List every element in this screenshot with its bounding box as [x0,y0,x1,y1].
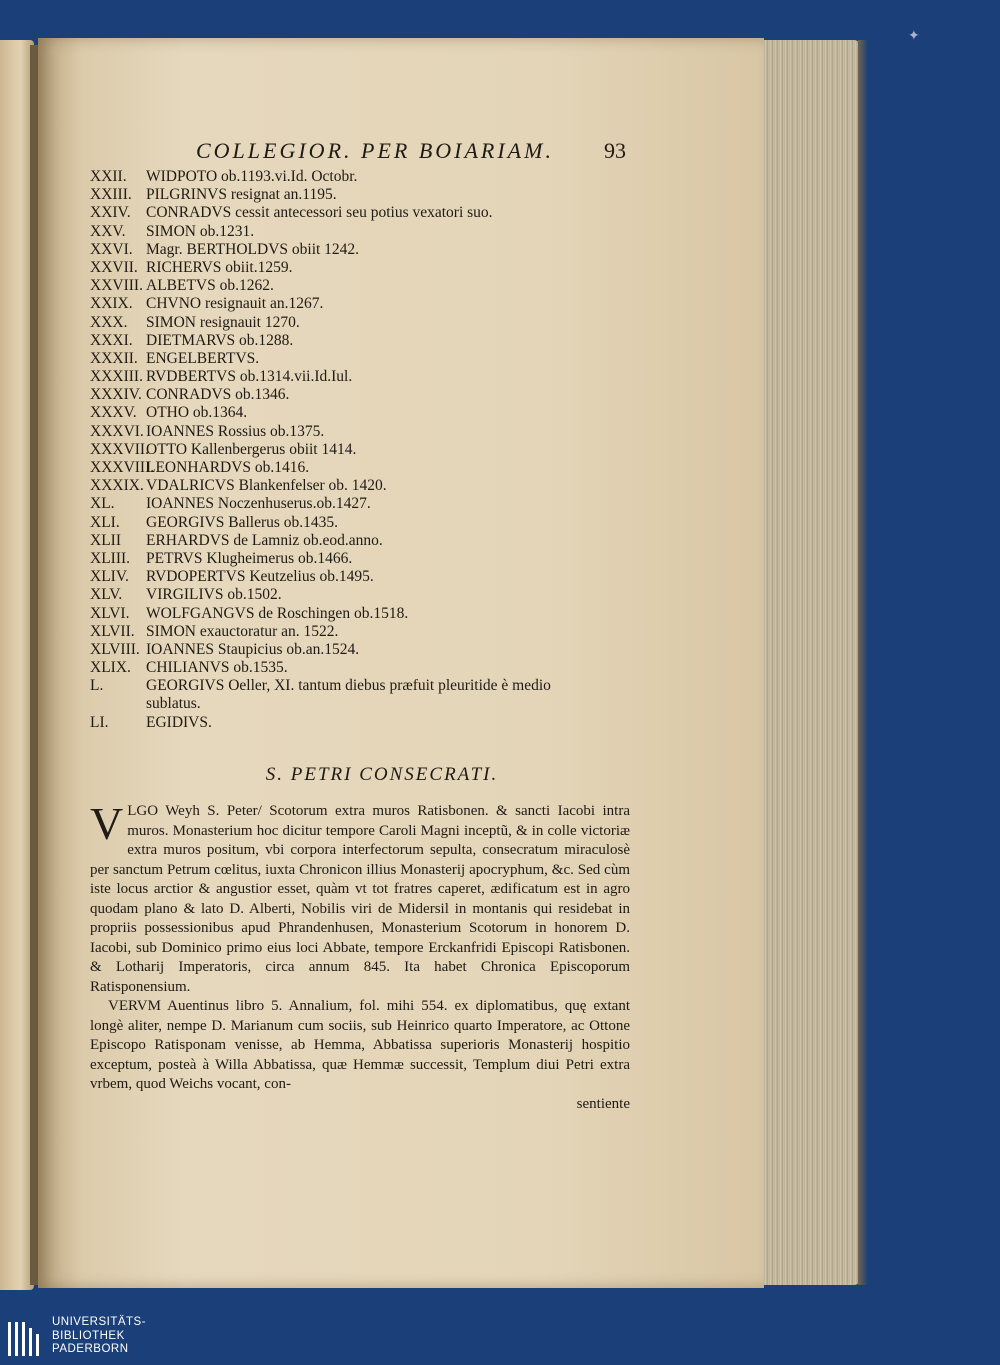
running-title: COLLEGIOR. PER BOIARIAM. [196,138,554,163]
list-item-number: XXIII. [90,186,132,204]
list-item [90,495,635,513]
list-item [90,550,635,568]
gutter [30,45,38,1285]
list-item [90,277,635,295]
list-item-number: LI. [90,713,109,731]
list-item-number: XLII [90,531,121,549]
list-item [90,241,635,259]
list-item-number: XLVIII. [90,640,140,658]
list-item-text: IOANNES Noczenhuserus.ob.1427. [146,495,371,513]
list-item [90,586,635,604]
list-item [90,695,635,713]
list-item [90,532,635,550]
list-item-number: XXIV. [90,204,131,222]
list-item-text: GEORGIVS Oeller, XI. tantum diebus præfuit pleuritide è medio [146,677,551,695]
list-item-text: IOANNES Rossius ob.1375. [146,422,325,440]
list-item-number: XXVI. [90,240,133,258]
list-item [90,441,635,459]
list-item [90,314,635,332]
list-item-number: XXII. [90,168,127,185]
list-item [90,332,635,350]
left-page [0,40,34,1290]
list-item-number: L. [90,677,104,695]
list-item [90,186,635,204]
fore-edge-shadow [858,40,868,1285]
list-item-number: XXIX. [90,295,133,313]
list-item-text: ALBETVS ob.1262. [146,277,274,295]
list-item-text: WOLFGANGVS de Roschingen ob.1518. [146,604,409,622]
list-item-text: SIMON resignauit 1270. [146,313,300,331]
list-item [90,368,635,386]
list-item [90,514,635,532]
list-item [90,386,635,404]
list-item-number: XLVII. [90,622,135,640]
section-title: S. PETRI CONSECRATI. [265,764,499,785]
list-item-text: CHVNO resignauit an.1267. [146,295,324,313]
list-item-text: RVDOPERTVS Keutzelius ob.1495. [146,568,374,586]
list-item [90,677,635,695]
body-text [90,798,630,1114]
logo-line-2: BIBLIOTHEK [52,1329,125,1342]
list-item-text: SIMON exauctoratur an. 1522. [146,622,339,640]
list-item [90,259,635,277]
list-item [90,641,635,659]
list-item-text: ENGELBERTVS. [146,349,260,367]
list-item-number: XLIX. [90,659,131,677]
list-item-number: XXXI. [90,331,133,349]
list-item [90,204,635,222]
list-item-number: XXXIV. [90,386,142,404]
library-logo-icon [6,1318,42,1360]
list-item-text: CONRADVS cessit antecessori seu potius vexatori suo. [146,204,493,222]
list-item-text: WIDPOTO ob.1193.vi.Id. Octobr. [146,168,358,185]
list-item-text: PETRVS Klugheimerus ob.1466. [146,549,353,567]
library-footer [0,1314,1000,1365]
list-item-number: XXVII. [90,258,138,276]
list-item-text: ERHARDVS de Lamniz ob.eod.anno. [146,531,383,549]
list-item-number: XXXVI. [90,422,144,440]
list-item-text: OTTO Kallenbergerus obiit 1414. [146,440,357,458]
list-item-text: Magr. BERTHOLDVS obiit 1242. [146,240,360,258]
page-fore-edge [764,40,860,1285]
list-item-number: XLV. [90,586,123,604]
list-item-text: SIMON ob.1231. [146,222,255,240]
list-item [90,568,635,586]
list-item-text: LEONHARDVS ob.1416. [146,459,310,476]
list-item-number: XXXII. [90,349,138,367]
list-item-text: CHILIANVS ob.1535. [146,659,288,677]
list-item-number: XL. [90,495,115,513]
list-item-number: XLI. [90,513,120,531]
list-item [90,714,635,732]
drop-initial: V [90,798,124,849]
list-item-text: RICHERVS obiit.1259. [146,258,293,276]
list-item [90,295,635,313]
sparkle-icon: ✦ [908,28,920,44]
list-item-number: XXX. [90,313,128,331]
list-item-number: XXXIX. [90,477,144,495]
list-item-number: XXXVII. [90,440,149,458]
list-item-text: EGIDIVS. [146,713,212,731]
logo-line-1: UNIVERSITÄTS- [52,1316,147,1328]
library-logo-text [52,1316,146,1357]
list-item-number [90,695,146,713]
list-item-number: XLIV. [90,568,129,586]
catchword: sentiente [576,1095,630,1112]
paragraph-2: VERVM Auentinus libro 5. Annalium, fol. mihi 554. ex diplomatibus, quę extant longè aliter, nempe D. Marianum cum sociis, sub Heinrico quarto Imperatore, ac Ottone Episcopo Ratisponam venisse, ab Hemma, Abbatissa superioris Monasterij hospitio exceptum, posteà à Willa Abbatissa, quæ Hemmæ successit, Templum diui Petri extra vrbem, quod Weichs vocant, con- [90,998,630,1092]
list-item-number: XXXVIII. [90,459,155,476]
list-item-text: DIETMARVS ob.1288. [146,331,294,349]
list-item [90,223,635,241]
list-item-text: VDALRICVS Blankenfelser ob. 1420. [146,477,387,495]
list-item-text: VIRGILIVS ob.1502. [146,586,282,604]
list-item-text: sublatus. [146,695,201,713]
logo-line-3: PADERBORN [52,1343,129,1355]
list-item-number: XLIII. [90,549,131,567]
list-item-text: GEORGIVS Ballerus ob.1435. [146,513,339,531]
list-item-number: XXVIII. [90,277,143,295]
list-item-number: XLVI. [90,604,130,622]
list-item-number: XXV. [90,222,126,240]
list-item [90,404,635,422]
list-item-number: XXXV. [90,404,137,422]
list-item-number: XXXIII. [90,368,143,386]
list-item [90,168,635,186]
list-item [90,659,635,677]
list-item [90,459,635,477]
page-number: 93 [604,138,626,163]
list-item [90,423,635,441]
list-item [90,350,635,368]
list-item-text: IOANNES Staupicius ob.an.1524. [146,640,360,658]
paragraph-1 [90,798,630,997]
abbot-list [90,168,635,732]
list-item-text: CONRADVS ob.1346. [146,386,290,404]
list-item-text: OTHO ob.1364. [146,404,248,422]
list-item-text: RVDBERTVS ob.1314.vii.Id.Iul. [146,368,353,386]
list-item [90,623,635,641]
list-item-text: PILGRINVS resignat an.1195. [146,186,337,204]
list-item [90,605,635,623]
list-item [90,477,635,495]
paragraph-1-text: LGO Weyh S. Peter/ Scotorum extra muros Ratisbonen. & sancti Iacobi intra muros. Monasterium hoc dicitur tempore Caroli Magni inceptũ, & in colle victoriæ extra muros positum, vbi corpora interfectorum sepulta, consecratum miraculosè per sanctum Petrum cœlitus, iuxta Chronicon illius Monasterij apocryphum, &c. Sed cùm iste locus arctior & angustior esset, quàm vt tot fratres caperet, ædificatum est in agro quodam plano & lato D. Alberti, Nobilis viri de Midersil in montanis qui residebat in propriis possessionibus apud Phrandenhusen, Monasterium Scotorum in honorem D. Iacobi, sub Dominico primo eius loci Abbate, tempore Erckanfridi Episcopi Ratisbonen. & Lotharij Imperatoris, circa annum 845. Ita habet Chronica Episcoporum Ratisponensium. [90,803,630,995]
